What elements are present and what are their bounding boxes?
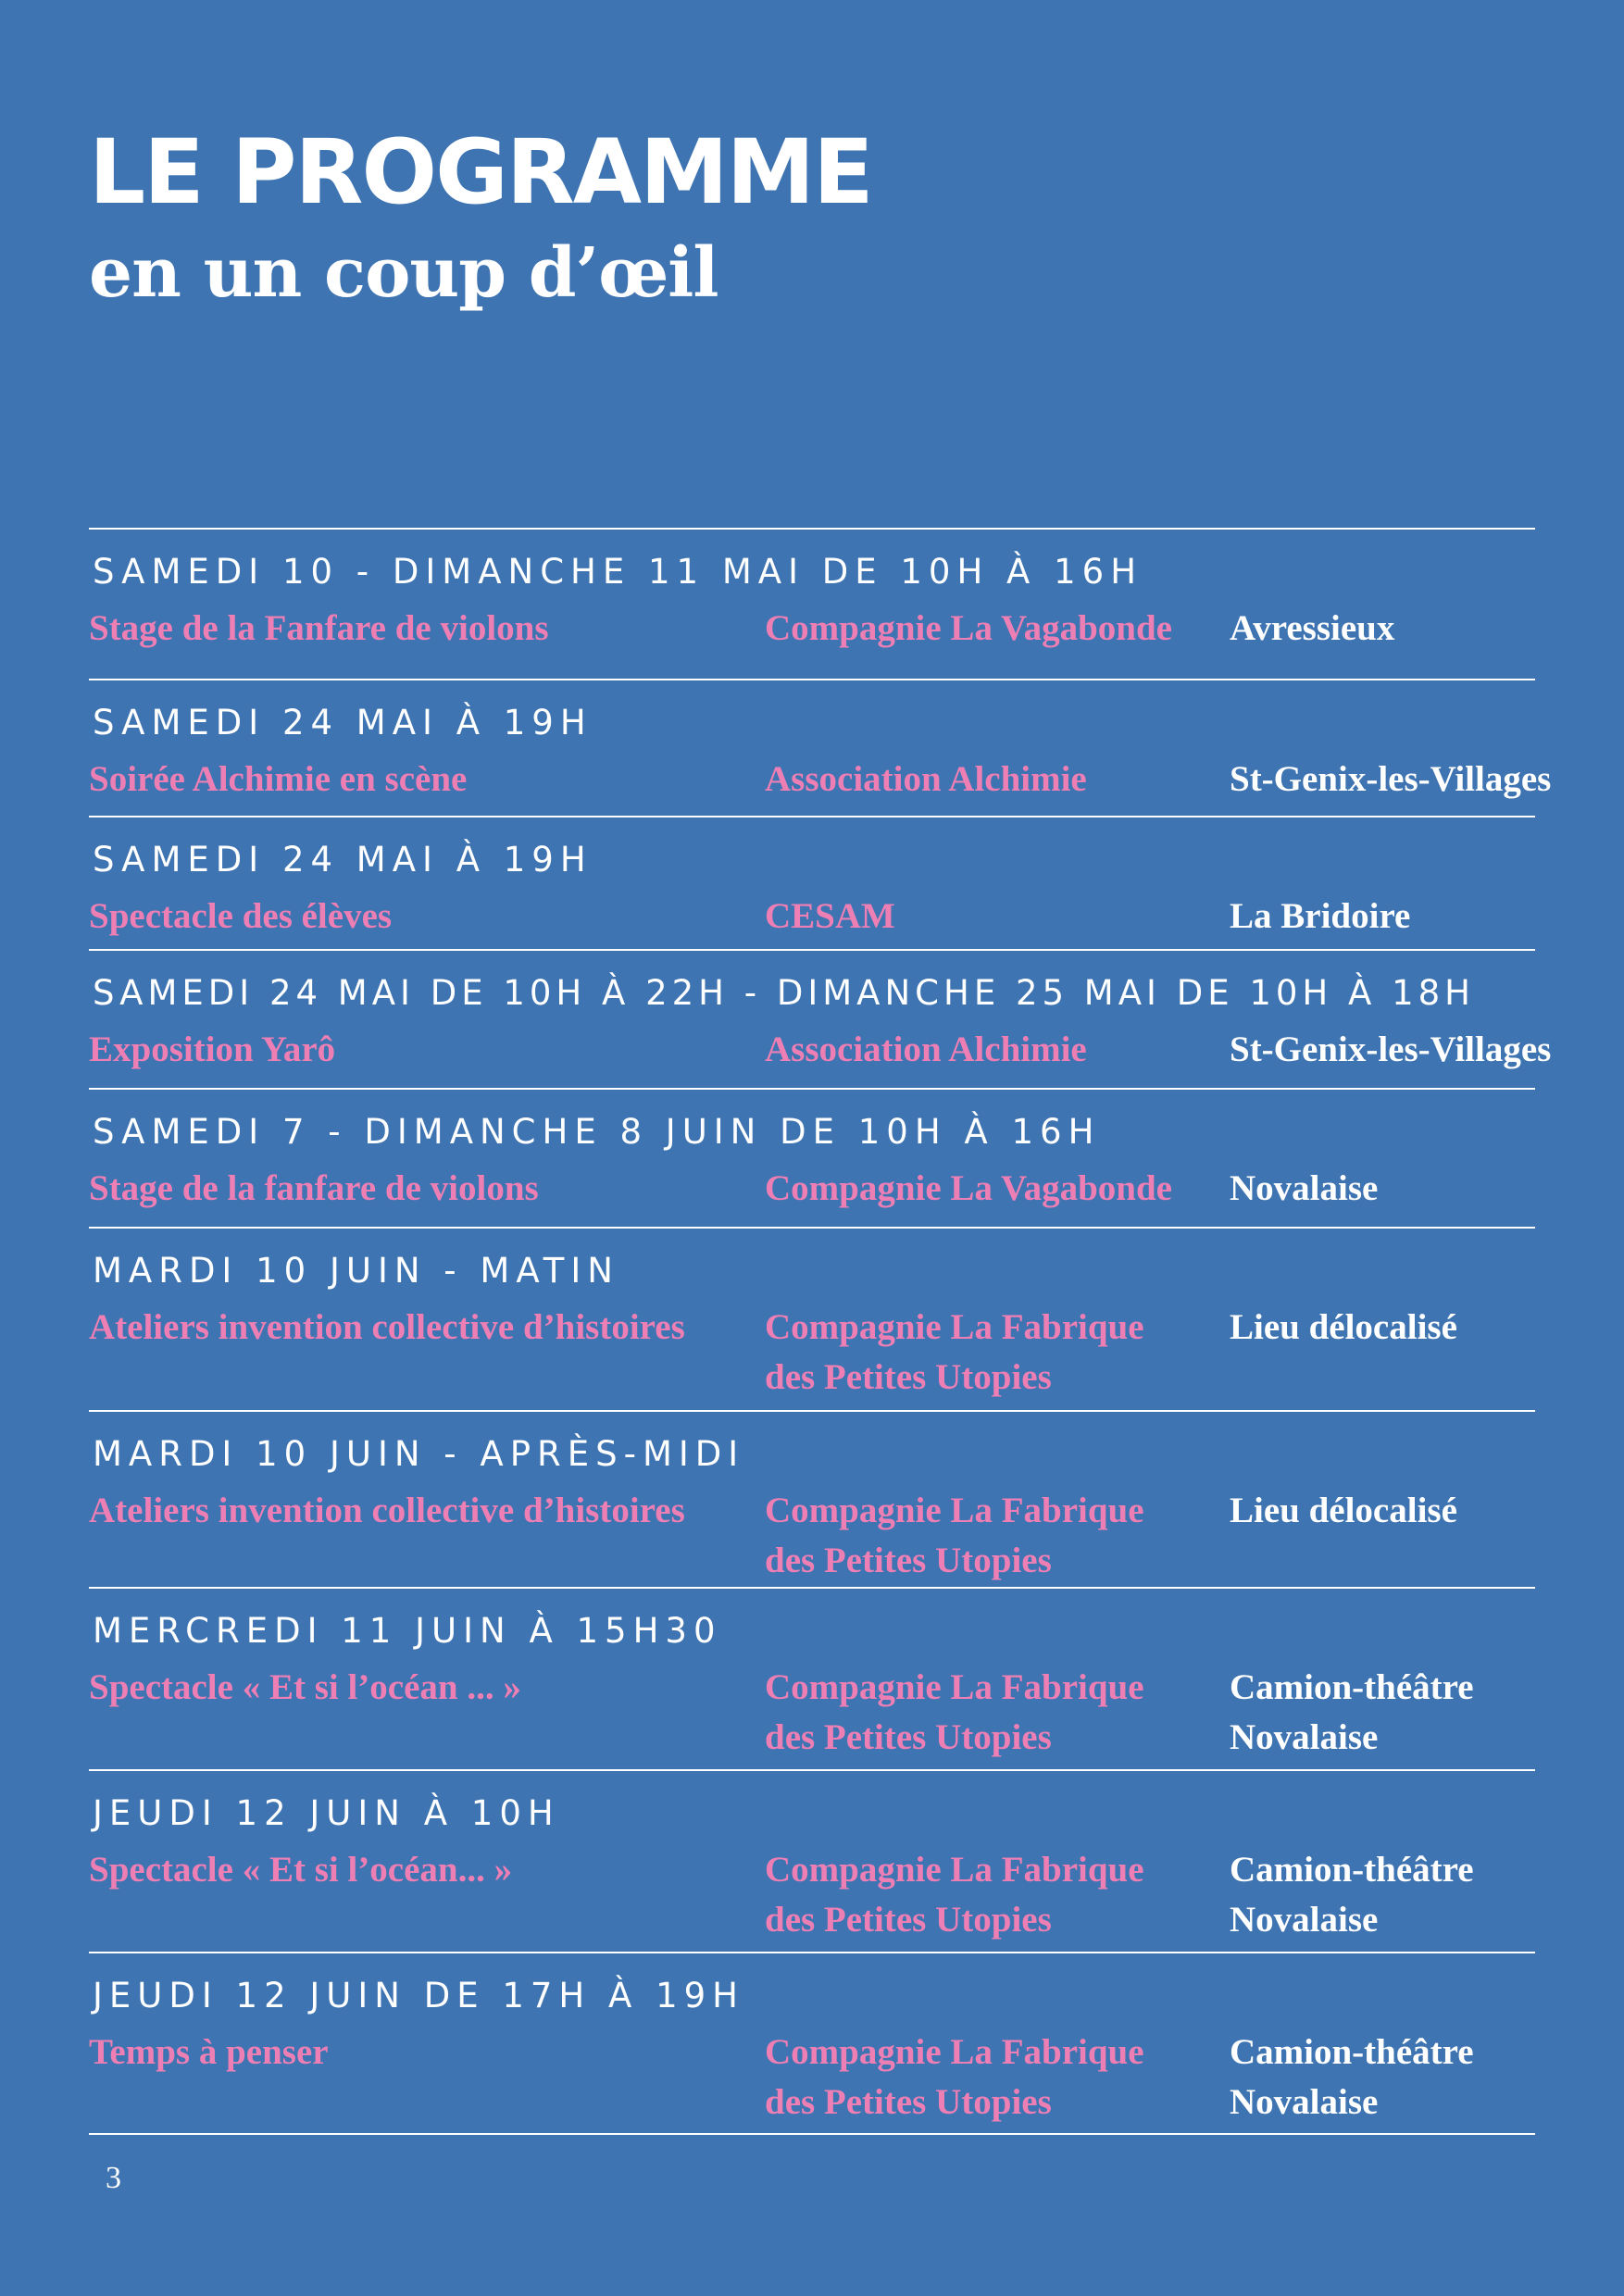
event-date: JEUDI 12 JUIN DE 17H À 19H xyxy=(93,1976,744,2015)
event-title: Soirée Alchimie en scène xyxy=(89,759,468,799)
event-organizer: Compagnie La Fabrique des Petites Utopies xyxy=(765,1667,1144,1757)
event-date: MARDI 10 JUIN - MATIN xyxy=(93,1251,619,1291)
event-organizer: Compagnie La Fabrique des Petites Utopies xyxy=(765,1850,1144,1940)
page-subtitle: en un coup d’œil xyxy=(89,233,718,313)
schedule-row xyxy=(89,680,1552,817)
event-date: MERCREDI 11 JUIN À 15H30 xyxy=(93,1611,722,1651)
event-organizer: Compagnie La Fabrique des Petites Utopies xyxy=(765,1491,1144,1580)
schedule-row xyxy=(89,1771,1535,1953)
schedule-row xyxy=(89,1229,1535,1412)
event-date: SAMEDI 24 MAI DE 10H À 22H - DIMANCHE 25 MAI DE 10H À 18H xyxy=(93,973,1475,1013)
schedule-row xyxy=(89,1090,1535,1229)
event-title: Stage de la Fanfare de violons xyxy=(89,608,549,648)
event-date: SAMEDI 7 - DIMANCHE 8 JUIN DE 10H À 16H xyxy=(93,1112,1101,1152)
event-location: Novalaise xyxy=(1230,1168,1379,1208)
event-organizer: Compagnie La Fabrique des Petites Utopies xyxy=(765,2032,1144,2122)
event-organizer: CESAM xyxy=(765,896,895,936)
event-title: Spectacle des élèves xyxy=(89,896,393,936)
event-title: Exposition Yarô xyxy=(89,1029,336,1069)
event-title: Temps à penser xyxy=(89,2032,329,2072)
event-location: Lieu délocalisé xyxy=(1230,1491,1457,1530)
event-organizer: Compagnie La Vagabonde xyxy=(765,608,1172,648)
event-location: Lieu délocalisé xyxy=(1230,1307,1457,1347)
page-number: 3 xyxy=(106,2161,121,2195)
event-date: SAMEDI 10 - DIMANCHE 11 MAI DE 10H À 16H xyxy=(93,552,1143,592)
schedule-row xyxy=(89,951,1552,1090)
schedule-list xyxy=(89,528,1552,2135)
event-location: Camion-théâtre Novalaise xyxy=(1230,1667,1474,1757)
event-location: La Bridoire xyxy=(1230,896,1411,936)
event-date: MARDI 10 JUIN - APRÈS-MIDI xyxy=(93,1434,745,1474)
page-title: LE PROGRAMME xyxy=(89,120,872,224)
event-organizer: Association Alchimie xyxy=(765,1029,1087,1069)
schedule-row xyxy=(89,1589,1535,1771)
event-title: Ateliers invention collective d’histoires xyxy=(89,1307,685,1347)
schedule-row xyxy=(89,1953,1535,2135)
event-organizer: Association Alchimie xyxy=(765,759,1087,799)
event-title: Spectacle « Et si l’océan ... » xyxy=(89,1667,521,1707)
event-date: SAMEDI 24 MAI À 19H xyxy=(93,840,593,880)
event-title: Spectacle « Et si l’océan... » xyxy=(89,1850,513,1890)
event-date: SAMEDI 24 MAI À 19H xyxy=(93,703,593,742)
event-location: St-Genix-les-Villages xyxy=(1230,1029,1552,1069)
event-location: Camion-théâtre Novalaise xyxy=(1230,1850,1474,1940)
schedule-row xyxy=(89,817,1535,951)
event-organizer: Compagnie La Vagabonde xyxy=(765,1168,1172,1208)
schedule-row xyxy=(89,1412,1535,1589)
event-location: Camion-théâtre Novalaise xyxy=(1230,2032,1474,2122)
event-title: Stage de la fanfare de violons xyxy=(89,1168,539,1208)
event-organizer: Compagnie La Fabrique des Petites Utopies xyxy=(765,1307,1144,1397)
event-date: JEUDI 12 JUIN À 10H xyxy=(93,1793,560,1833)
event-title: Ateliers invention collective d’histoires xyxy=(89,1491,685,1530)
event-location: Avressieux xyxy=(1230,608,1395,648)
event-location: St-Genix-les-Villages xyxy=(1230,759,1552,799)
schedule-row xyxy=(89,530,1535,680)
